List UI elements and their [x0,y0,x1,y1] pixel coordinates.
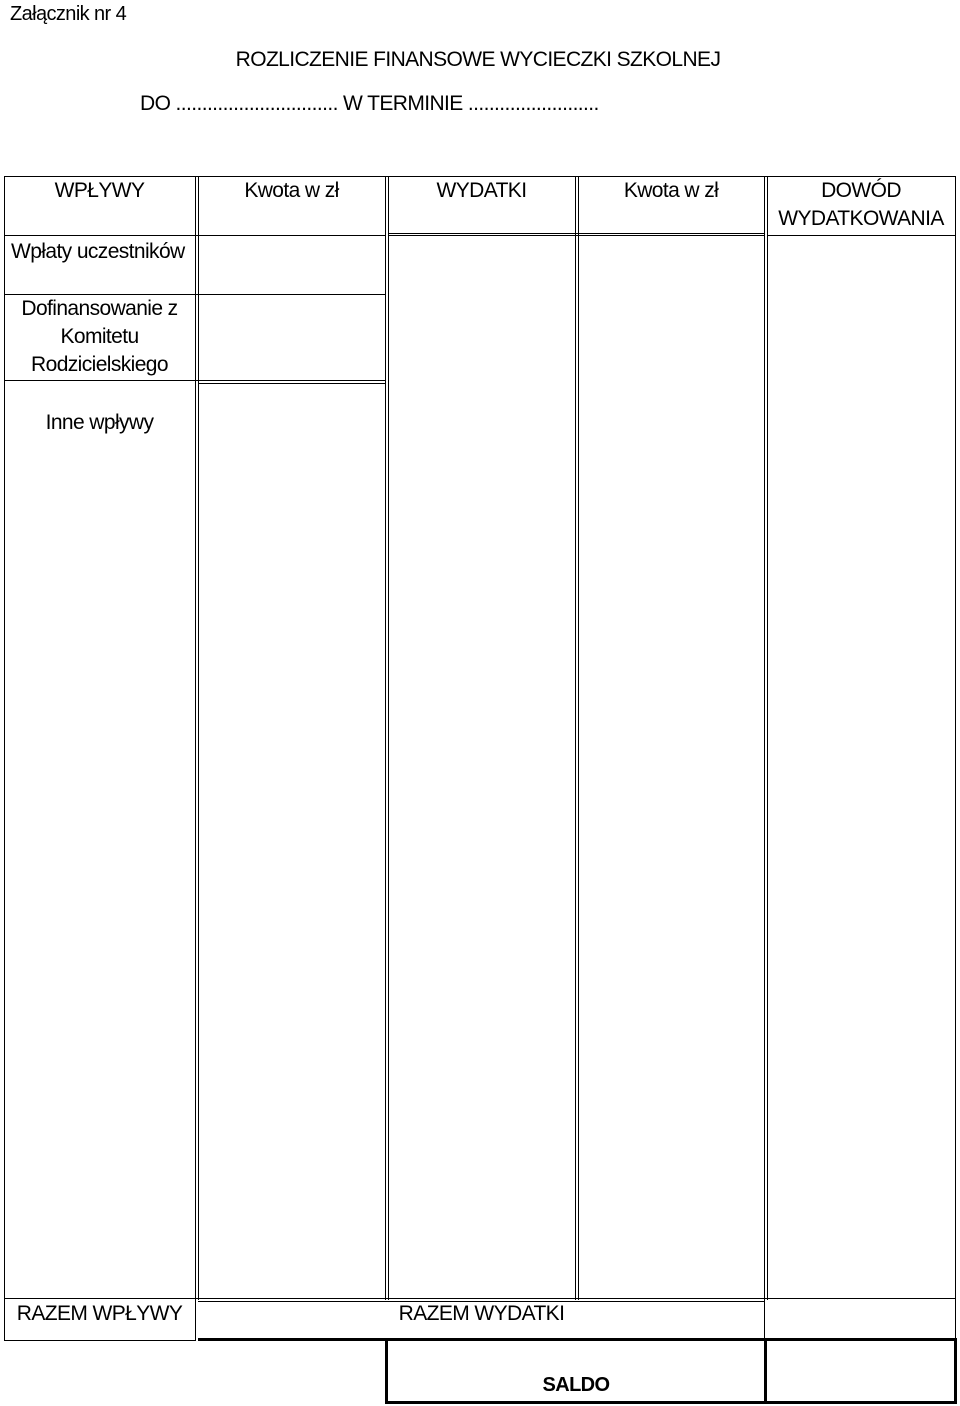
header-proof-line1: DOWÓD [821,179,901,202]
row-divider [4,380,385,381]
document-title: ROZLICZENIE FINANSOWE WYCIECZKI SZKOLNEJ [235,48,721,71]
header-expenses: WYDATKI [436,179,527,202]
column-divider [575,176,576,1300]
total-expenses: RAZEM WYDATKI [398,1302,565,1325]
column-divider [388,176,389,1300]
column-divider [198,176,199,1300]
column-divider [578,176,579,1300]
row-divider [198,383,385,384]
header-divider [4,235,385,236]
header-divider [388,233,764,234]
saldo-box-middle [764,1338,767,1404]
table-border-right [955,176,956,1341]
column-divider [767,176,768,1300]
attachment-label: Załącznik nr 4 [10,3,127,25]
saldo-box-bottom [385,1401,957,1404]
header-divider [388,235,764,236]
document-subtitle: DO ............................... W TERMINIE ......................... [140,92,599,115]
totals-bottom-line [198,1338,956,1341]
row-other: Inne wpływy [45,411,154,434]
header-proof-line2: WYDATKOWANIA [778,207,944,230]
totals-divider [4,1298,956,1299]
totals-bottom-line [4,1340,196,1341]
saldo-box-right [954,1338,957,1404]
balance-label: SALDO [542,1374,610,1396]
column-divider [195,176,196,1341]
row-committee-line1: Dofinansowanie z [21,297,178,320]
header-amount-expenses: Kwota w zł [623,179,719,202]
row-committee-line3: Rodzicielskiego [31,353,168,376]
total-inflows: RAZEM WPŁYWY [16,1302,183,1325]
header-divider [767,235,955,236]
row-participants: Wpłaty uczestników [11,240,185,263]
column-divider [385,176,386,1300]
header-amount-inflows: Kwota w zł [244,179,339,202]
header-inflows: WPŁYWY [54,179,145,202]
row-committee-line2: Komitetu [60,325,139,348]
column-divider [764,176,765,1341]
